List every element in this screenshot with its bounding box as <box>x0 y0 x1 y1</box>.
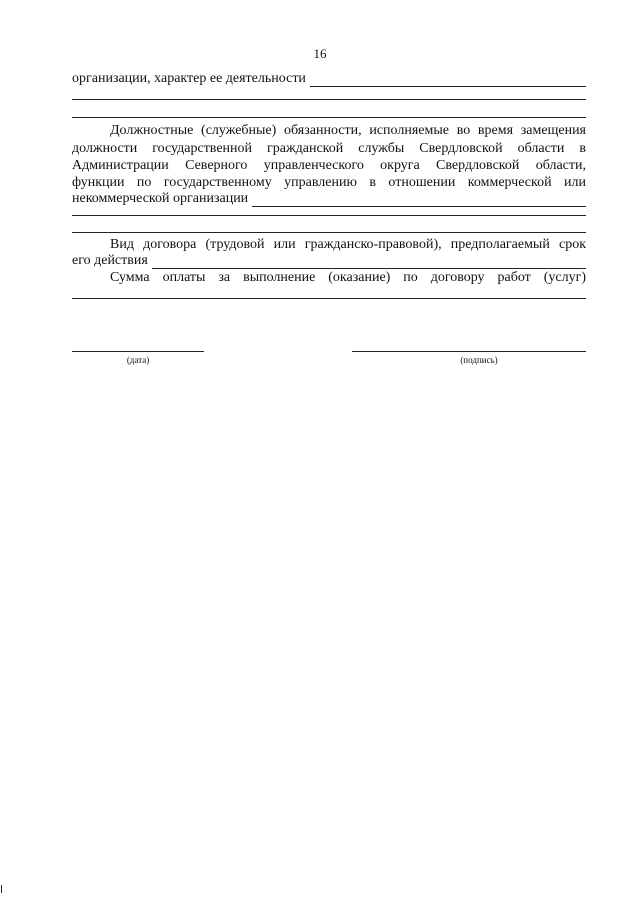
organization-activity-label: организации, характер ее деятельности <box>72 71 306 86</box>
page-number: 16 <box>313 46 327 61</box>
duties-paragraph-line: Должностные (служебные) обязанности, исполняемые во время замещения <box>110 123 586 138</box>
scan-mark <box>1 885 2 893</box>
noncommercial-organization-blank <box>252 194 586 207</box>
payment-amount-line: Сумма оплаты за выполнение (оказание) по договору работ (услуг) <box>110 270 586 285</box>
blank-line <box>72 99 586 100</box>
organization-activity-line <box>72 70 586 87</box>
signature-line <box>352 351 586 352</box>
duties-paragraph-line: функции по государственному управлению в отношении коммерческой или <box>72 175 586 190</box>
organization-activity-blank <box>310 74 586 87</box>
blank-line <box>72 232 586 233</box>
blank-line <box>72 215 586 216</box>
date-signature-line <box>72 351 204 352</box>
duties-paragraph-line: должности государственной гражданской службы Свердловской области в <box>72 141 586 156</box>
blank-line <box>72 117 586 118</box>
signature-caption: (подпись) <box>460 355 498 365</box>
contract-term-blank <box>152 256 586 269</box>
noncommercial-organization-line <box>72 190 586 207</box>
date-caption: (дата) <box>126 355 150 365</box>
contract-type-line: Вид договора (трудовой или гражданско-правовой), предполагаемый срок <box>110 237 586 252</box>
contract-term-label: его действия <box>72 253 148 268</box>
blank-line <box>72 298 586 299</box>
contract-term-line <box>72 252 586 269</box>
noncommercial-organization-label: некоммерческой организации <box>72 191 249 206</box>
duties-paragraph-line: Администрации Северного управленческого округа Свердловской области, <box>72 158 586 173</box>
